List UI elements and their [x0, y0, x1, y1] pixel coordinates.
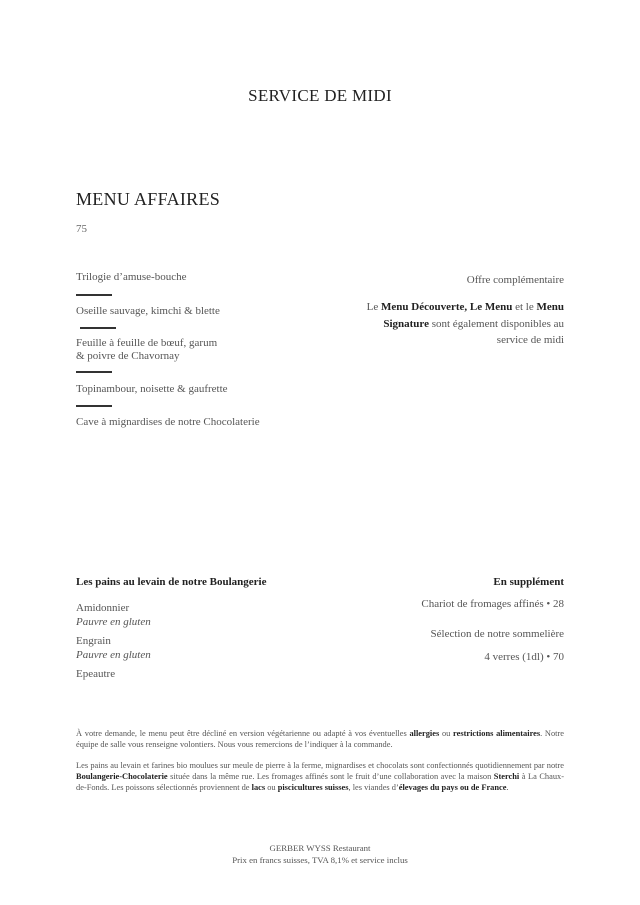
supplement-heading: En supplément — [493, 576, 564, 588]
menu-price: 75 — [76, 223, 87, 235]
course-3: Feuille à feuille de bœuf, garum & poivre de Chavornay — [76, 337, 218, 362]
supplement-wine: 4 verres (1dl) • 70 — [484, 651, 564, 663]
bread-note: Pauvre en gluten — [76, 616, 151, 628]
text-segment: et le — [512, 301, 537, 313]
divider — [76, 405, 112, 407]
supplement-cheese: Chariot de fromages affinés • 28 — [421, 598, 564, 610]
course-4: Topinambour, noisette & gaufrette — [76, 383, 228, 395]
text-segment: , les viandes d’ — [348, 782, 399, 792]
footer-legal: Prix en francs suisses, TVA 8,1% et service inclus — [232, 855, 408, 865]
divider — [80, 327, 116, 329]
text-segment: Les pains au levain et farines bio moulues sur meule de pierre à la ferme, mignardises et chocolats sont confectionnés quotidiennement par notre — [76, 761, 564, 770]
bold-text: piscicultures suisses — [277, 782, 349, 792]
text-segment: . — [506, 782, 509, 792]
offer-heading: Offre complémentaire — [466, 274, 564, 286]
text-segment: . Notre équipe de salle vous renseigne volontiers. Nous vous remercions de l’indiquer à la commande. — [76, 729, 565, 749]
bread-name: Amidonnier — [76, 602, 130, 614]
course-1: Trilogie d’amuse-bouche — [76, 271, 187, 283]
text-segment: À votre demande, le menu peut être décliné en version végétarienne ou adapté à vos éventuelles — [76, 729, 410, 738]
text-segment: ou — [265, 782, 278, 792]
text-segment: située dans la même rue. Les fromages affinés sont le fruit d’une collaboration avec la maison — [167, 771, 494, 781]
bread-name: Epeautre — [76, 668, 116, 680]
text-segment: sont également disponibles au service de midi — [428, 317, 564, 346]
menu-title: MENU AFFAIRES — [76, 189, 221, 209]
breads-heading: Les pains au levain de notre Boulangerie — [76, 576, 267, 588]
footer-restaurant: GERBER WYSS Restaurant — [269, 843, 371, 853]
bold-text: élevages du pays ou de France — [398, 782, 507, 792]
course-5: Cave à mignardises de notre Chocolaterie — [76, 416, 260, 428]
divider — [76, 294, 112, 296]
text-segment: ou — [439, 729, 454, 738]
note-dietary — [76, 729, 564, 751]
bold-text: Boulangerie-Chocolaterie — [76, 771, 168, 781]
bold-text: Menu Découverte, Le Menu — [381, 301, 513, 313]
supplement-sommelier: Sélection de notre sommelière — [430, 628, 564, 640]
offer-text — [364, 299, 564, 349]
bold-text: allergies — [409, 729, 440, 738]
divider — [76, 371, 112, 373]
course-2: Oseille sauvage, kimchi & blette — [76, 305, 220, 317]
bread-note: Pauvre en gluten — [76, 649, 151, 661]
bold-text: Sterchi — [493, 771, 520, 781]
bread-name: Engrain — [76, 635, 111, 647]
bold-text: restrictions alimentaires — [453, 729, 541, 738]
bold-text: Menu Signature — [383, 301, 564, 330]
page-title: SERVICE DE MIDI — [248, 86, 392, 105]
text-segment: Le — [366, 301, 381, 313]
bold-text: lacs — [251, 782, 266, 792]
note-sourcing — [76, 761, 564, 793]
text-segment: à La Chaux-de-Fonds. Les poissons sélectionnés proviennent de — [76, 771, 564, 792]
